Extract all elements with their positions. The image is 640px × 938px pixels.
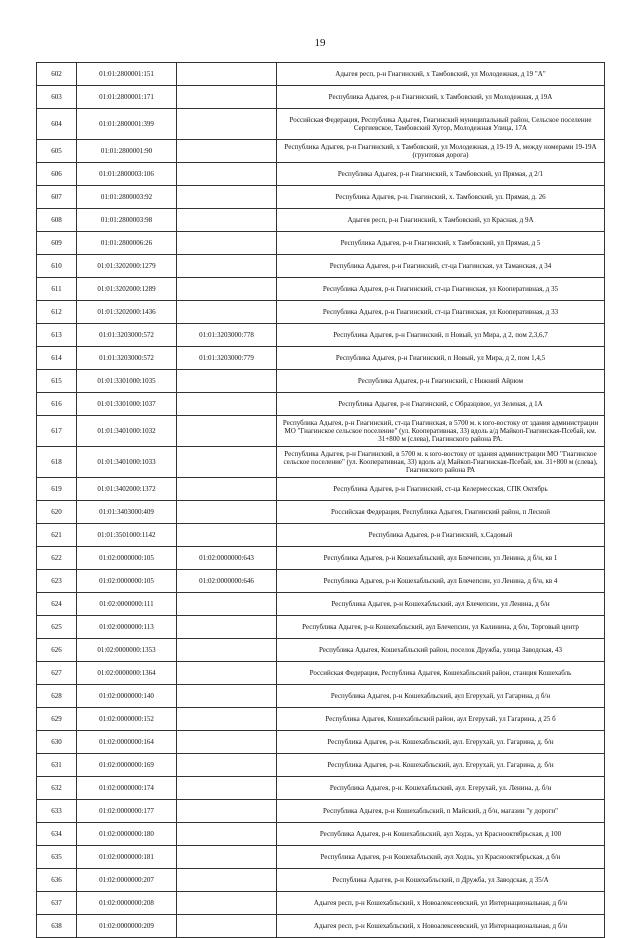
table-row — [37, 478, 605, 501]
page-number: 19 — [314, 37, 326, 49]
object-number-cell — [177, 800, 277, 823]
object-number-cell — [177, 278, 277, 301]
cadastral-number-cell: 01:02:0000000:181 — [77, 846, 177, 869]
address-cell: Республика Адыгея, р-н Гиагинский, ст-ца Гиагинская, в 5700 м. к юго-востоку от здания администрации МО "Гиагинское сельское поселение" (ул. Кооперативная, 33) вдоль а/д Майкоп-Гиагинская-Псебай, км. 31+800 м (слева), Гиагинского района РА. — [277, 416, 605, 447]
address-cell: Республика Адыгея, р-н Гиагинский, с Нижний Айрюм — [277, 370, 605, 393]
address-cell: Республика Адыгея, р-н Кошехабльский, аул Егерухай, ул Гагарина, д б/н — [277, 685, 605, 708]
address-cell: Республика Адыгея, р-н Кошехабльский, аул Блечепсин, ул Ленина, д б/н — [277, 593, 605, 616]
cadastral-number-cell: 01:02:0000000:169 — [77, 754, 177, 777]
row-number-cell: 631 — [37, 754, 77, 777]
table-row — [37, 547, 605, 570]
address-cell: Республика Адыгея, р-н Гиагинский, ст-ца Гиагинская, ул Кооперативная, д 33 — [277, 301, 605, 324]
table-row — [37, 301, 605, 324]
object-number-cell — [177, 846, 277, 869]
address-cell: Республика Адыгея, р-н Кошехабльский, аул Блечепсин, ул Ленина, д б/н, кв 1 — [277, 547, 605, 570]
table-row — [37, 524, 605, 547]
cadastral-number-cell: 01:01:2800003:98 — [77, 209, 177, 232]
object-number-cell — [177, 163, 277, 186]
address-cell: Республика Адыгея, р-н Кошехабльский, аул Блечепсин, ул Ленина, д б/н, кв 4 — [277, 570, 605, 593]
object-number-cell — [177, 708, 277, 731]
cadastral-number-cell: 01:01:3403000:409 — [77, 501, 177, 524]
table-row — [37, 447, 605, 478]
table-row — [37, 232, 605, 255]
table-row — [37, 731, 605, 754]
table-row — [37, 324, 605, 347]
cadastral-number-cell: 01:01:2800001:171 — [77, 86, 177, 109]
row-number-cell: 606 — [37, 163, 77, 186]
address-cell: Российская Федерация, Республика Адыгея, Гиагинский муниципальный район, Сельское поселение Сергиевское, Тамбовский Хутор, Молодежная Улица, 17А — [277, 109, 605, 140]
object-number-cell — [177, 915, 277, 938]
table-row — [37, 708, 605, 731]
cadastral-number-cell: 01:01:2800001:399 — [77, 109, 177, 140]
cadastral-number-cell: 01:01:2800003:106 — [77, 163, 177, 186]
cadastral-number-cell: 01:01:3301000:1037 — [77, 393, 177, 416]
table-row — [37, 685, 605, 708]
object-number-cell — [177, 892, 277, 915]
address-cell: Республика Адыгея, р-н Гиагинский, х Тамбовский, ул Молодежная, д 19-19 А, между номерами 19-19А (грунтовая дорога) — [277, 140, 605, 163]
address-cell: Республика Адыгея, р-н Гиагинский, ст-ца Гиагинская, ул Таманская, д 34 — [277, 255, 605, 278]
row-number-cell: 635 — [37, 846, 77, 869]
table-row — [37, 109, 605, 140]
cadastral-number-cell: 01:02:0000000:174 — [77, 777, 177, 800]
object-number-cell — [177, 501, 277, 524]
table-row — [37, 754, 605, 777]
table-row — [37, 278, 605, 301]
address-cell: Республика Адыгея, р-н. Гиагинский, х. Тамбовский, ул. Прямая, д. 26 — [277, 186, 605, 209]
object-number-cell — [177, 478, 277, 501]
cadastral-number-cell: 01:01:3202000:1436 — [77, 301, 177, 324]
object-number-cell — [177, 777, 277, 800]
object-number-cell — [177, 662, 277, 685]
cadastral-number-cell: 01:02:0000000:1353 — [77, 639, 177, 662]
object-number-cell — [177, 731, 277, 754]
table-row — [37, 823, 605, 846]
row-number-cell: 611 — [37, 278, 77, 301]
row-number-cell: 615 — [37, 370, 77, 393]
row-number-cell: 627 — [37, 662, 77, 685]
row-number-cell: 634 — [37, 823, 77, 846]
table-row — [37, 662, 605, 685]
address-cell: Республика Адыгея, р-н. Кошехабльский, аул. Егерухай, ул. Ленина, д. б/н — [277, 777, 605, 800]
table-row — [37, 63, 605, 86]
cadastral-number-cell: 01:02:0000000:164 — [77, 731, 177, 754]
row-number-cell: 609 — [37, 232, 77, 255]
row-number-cell: 629 — [37, 708, 77, 731]
address-cell: Адыгея респ, р-н Гиагинский, х Тамбовский, ул Красная, д 9А — [277, 209, 605, 232]
object-number-cell — [177, 140, 277, 163]
cadastral-number-cell: 01:02:0000000:105 — [77, 547, 177, 570]
table-row — [37, 616, 605, 639]
address-cell: Республика Адыгея, р-н Кошехабльский, аул Ходзь, ул Красноoктябрьская, д б/н — [277, 846, 605, 869]
table-row — [37, 777, 605, 800]
object-number-cell — [177, 616, 277, 639]
table-row — [37, 892, 605, 915]
object-number-cell — [177, 301, 277, 324]
cadastral-number-cell: 01:02:0000000:152 — [77, 708, 177, 731]
row-number-cell: 625 — [37, 616, 77, 639]
table-row — [37, 393, 605, 416]
object-number-cell — [177, 255, 277, 278]
object-number-cell — [177, 86, 277, 109]
address-cell: Адыгея респ, р-н Кошехабльский, х Новоалексеевский, ул Интернациональная, д б/н — [277, 892, 605, 915]
address-cell: Республика Адыгея, р-н Кошехабльский, аул Ходзь, ул Красноoктябрьская, д 100 — [277, 823, 605, 846]
row-number-cell: 636 — [37, 869, 77, 892]
row-number-cell: 602 — [37, 63, 77, 86]
row-number-cell: 617 — [37, 416, 77, 447]
address-cell: Республика Адыгея, р-н Гиагинский, х Тамбовский, ул Прямая, д 2/1 — [277, 163, 605, 186]
table-row — [37, 140, 605, 163]
object-number-cell: 01:01:3203000:778 — [177, 324, 277, 347]
address-cell: Российская Федерация, Республика Адыгея, Кошехабльский район, станция Кошехабль — [277, 662, 605, 685]
address-cell: Российская Федерация, Республика Адыгея, Гиагинский район, п Лесной — [277, 501, 605, 524]
row-number-cell: 624 — [37, 593, 77, 616]
row-number-cell: 607 — [37, 186, 77, 209]
row-number-cell: 628 — [37, 685, 77, 708]
address-cell: Республика Адыгея, р-н. Кошехабльский, аул. Егерухай, ул. Гагарина, д. б/н — [277, 731, 605, 754]
row-number-cell: 622 — [37, 547, 77, 570]
object-number-cell: 01:02:0000000:646 — [177, 570, 277, 593]
cadastral-number-cell: 01:02:0000000:177 — [77, 800, 177, 823]
address-cell: Республика Адыгея, р-н. Кошехабльский, аул. Егерухай, ул. Гагарина, д. б/н — [277, 754, 605, 777]
address-cell: Республика Адыгея, р-н Гиагинский, п Новый, ул Мира, д 2, пом 2,3,6,7 — [277, 324, 605, 347]
address-cell: Республика Адыгея, р-н Гиагинский, ст-ца Гиагинская, ул Кооперативная, д 35 — [277, 278, 605, 301]
row-number-cell: 618 — [37, 447, 77, 478]
object-number-cell — [177, 593, 277, 616]
address-cell: Республика Адыгея, р-н Гиагинский, п Новый, ул Мира, д 2, пом 1,4,5 — [277, 347, 605, 370]
cadastral-number-cell: 01:02:0000000:111 — [77, 593, 177, 616]
cadastral-number-cell: 01:01:3401000:1033 — [77, 447, 177, 478]
object-number-cell — [177, 393, 277, 416]
row-number-cell: 632 — [37, 777, 77, 800]
address-cell: Республика Адыгея, Кошехабльский район, поселок Дружба, улица Заводская, 43 — [277, 639, 605, 662]
cadastral-number-cell: 01:01:2800001:90 — [77, 140, 177, 163]
table-row — [37, 255, 605, 278]
cadastral-number-cell: 01:02:0000000:113 — [77, 616, 177, 639]
table-row — [37, 593, 605, 616]
row-number-cell: 612 — [37, 301, 77, 324]
cadastral-number-cell: 01:01:3202000:1289 — [77, 278, 177, 301]
address-cell: Республика Адыгея, р-н Гиагинский, х.Садовый — [277, 524, 605, 547]
object-number-cell — [177, 186, 277, 209]
object-number-cell: 01:01:3203000:779 — [177, 347, 277, 370]
row-number-cell: 638 — [37, 915, 77, 938]
row-number-cell: 620 — [37, 501, 77, 524]
object-number-cell — [177, 823, 277, 846]
cadastral-number-cell: 01:02:0000000:180 — [77, 823, 177, 846]
cadastral-number-cell: 01:01:3202000:1279 — [77, 255, 177, 278]
object-number-cell — [177, 447, 277, 478]
object-number-cell: 01:02:0000000:643 — [177, 547, 277, 570]
object-number-cell — [177, 869, 277, 892]
table-row — [37, 869, 605, 892]
address-cell: Республика Адыгея, р-н Кошехабльский, п Дружба, ул Заводская, д 35/А — [277, 869, 605, 892]
cadastral-number-cell: 01:01:3402000:1372 — [77, 478, 177, 501]
object-number-cell — [177, 416, 277, 447]
address-cell: Республика Адыгея, р-н Гиагинский, ст-ца Келермесская, СПК Октябрь — [277, 478, 605, 501]
row-number-cell: 633 — [37, 800, 77, 823]
row-number-cell: 604 — [37, 109, 77, 140]
cadastral-number-cell: 01:01:2800001:151 — [77, 63, 177, 86]
cadastral-number-cell: 01:01:3301000:1035 — [77, 370, 177, 393]
object-number-cell — [177, 209, 277, 232]
table-body — [37, 63, 605, 938]
table-row — [37, 416, 605, 447]
registry-table — [36, 62, 605, 938]
object-number-cell — [177, 370, 277, 393]
table-row — [37, 570, 605, 593]
row-number-cell: 614 — [37, 347, 77, 370]
address-cell: Республика Адыгея, р-н Гиагинский, с Образцовое, ул Зеленая, д 1А — [277, 393, 605, 416]
cadastral-number-cell: 01:02:0000000:209 — [77, 915, 177, 938]
row-number-cell: 630 — [37, 731, 77, 754]
cadastral-number-cell: 01:02:0000000:105 — [77, 570, 177, 593]
row-number-cell: 621 — [37, 524, 77, 547]
cadastral-number-cell: 01:01:2800003:92 — [77, 186, 177, 209]
table-row — [37, 800, 605, 823]
object-number-cell — [177, 109, 277, 140]
object-number-cell — [177, 685, 277, 708]
object-number-cell — [177, 232, 277, 255]
row-number-cell: 616 — [37, 393, 77, 416]
cadastral-number-cell: 01:01:3203000:572 — [77, 324, 177, 347]
cadastral-number-cell: 01:02:0000000:207 — [77, 869, 177, 892]
row-number-cell: 623 — [37, 570, 77, 593]
cadastral-number-cell: 01:01:3501000:1142 — [77, 524, 177, 547]
address-cell: Республика Адыгея, р-н Гиагинский, в 5700 м. к юго-востоку от здания администрации МО "Гиагинское сельское поселение" (ул. Кооперативная, 33) вдоль а/д Майкоп-Гиагинская-Псебай, км. 31+800 м (слева), Гиагинского района РА — [277, 447, 605, 478]
cadastral-number-cell: 01:02:0000000:208 — [77, 892, 177, 915]
object-number-cell — [177, 754, 277, 777]
table-row — [37, 86, 605, 109]
row-number-cell: 603 — [37, 86, 77, 109]
cadastral-number-cell: 01:01:3401000:1032 — [77, 416, 177, 447]
address-cell: Республика Адыгея, Кошехабльский район, аул Егерухай, ул Гагарина, д 25 б — [277, 708, 605, 731]
address-cell: Адыгея респ, р-н Гиагинский, х Тамбовский, ул Молодежная, д 19 "А" — [277, 63, 605, 86]
table-row — [37, 846, 605, 869]
address-cell: Республика Адыгея, р-н Кошехабльский, п Майский, д б/н, магазин "у дороги" — [277, 800, 605, 823]
row-number-cell: 619 — [37, 478, 77, 501]
row-number-cell: 605 — [37, 140, 77, 163]
object-number-cell — [177, 524, 277, 547]
address-cell: Республика Адыгея, р-н Кошехабльский, аул Блечепсин, ул Калинина, д б/н, Торговый центр — [277, 616, 605, 639]
table-row — [37, 347, 605, 370]
cadastral-number-cell: 01:02:0000000:1364 — [77, 662, 177, 685]
cadastral-number-cell: 01:01:2800006:26 — [77, 232, 177, 255]
table-row — [37, 639, 605, 662]
object-number-cell — [177, 63, 277, 86]
table-row — [37, 915, 605, 938]
table-row — [37, 163, 605, 186]
row-number-cell: 637 — [37, 892, 77, 915]
row-number-cell: 613 — [37, 324, 77, 347]
table-row — [37, 501, 605, 524]
address-cell: Республика Адыгея, р-н Гиагинский, х Тамбовский, ул Прямая, д 5 — [277, 232, 605, 255]
row-number-cell: 610 — [37, 255, 77, 278]
cadastral-number-cell: 01:02:0000000:140 — [77, 685, 177, 708]
row-number-cell: 608 — [37, 209, 77, 232]
cadastral-number-cell: 01:01:3203000:572 — [77, 347, 177, 370]
row-number-cell: 626 — [37, 639, 77, 662]
table-row — [37, 370, 605, 393]
table-row — [37, 209, 605, 232]
address-cell: Республика Адыгея, р-н Гиагинский, х Тамбовский, ул Молодежная, д 19А — [277, 86, 605, 109]
object-number-cell — [177, 639, 277, 662]
address-cell: Адыгея респ, р-н Кошехабльский, х Новоалексеевский, ул Интернациональная, д б/н — [277, 915, 605, 938]
table-row — [37, 186, 605, 209]
